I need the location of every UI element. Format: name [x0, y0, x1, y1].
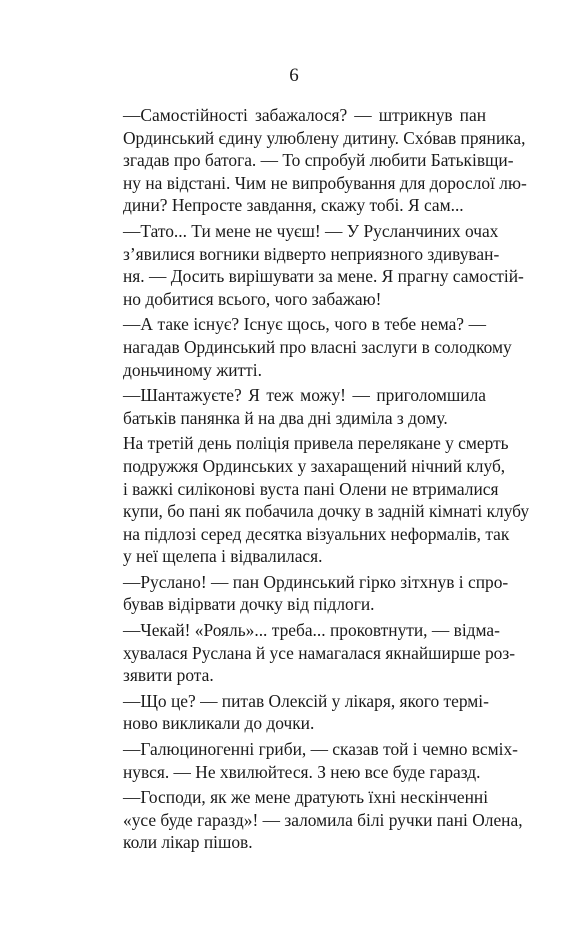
- text-line: нагадав Ординський про власні заслуги в солодкому: [123, 336, 512, 357]
- text-line: подружжя Ординських у захаращений нічний клуб,: [123, 455, 506, 476]
- text-line: у неї щелепа і відвалилася.: [123, 546, 323, 567]
- text-line: бував відірвати дочку від підлоги.: [123, 594, 375, 615]
- paragraph: [116, 313, 512, 381]
- body-text: [116, 104, 530, 857]
- text-line: —Руслано! — пан Ординський гірко зітхнув і спро-: [123, 571, 509, 592]
- text-line: хувалася Руслана й усе намагалася якнайширше роз-: [123, 642, 516, 663]
- text-line: —Тато... Ти мене не чуєш! — У Русланчиних очах: [123, 220, 499, 241]
- text-line: і важкі силіконові вуста пані Олени не втрималися: [123, 478, 499, 499]
- text-line: —А таке існує? Існує щось, чого в тебе нема? —: [123, 314, 486, 335]
- text-line: купи, бо пані як побачила дочку в задній кімнаті клубу: [123, 501, 530, 522]
- text-line: батьків панянка й на два дні здиміла з дому.: [123, 407, 448, 428]
- paragraph: [116, 690, 489, 735]
- text-line: —Господи, як же мене дратують їхні нескінченні: [123, 787, 489, 808]
- text-line: згадав про батога. — То спробуй любити Батьківщи-: [123, 150, 514, 171]
- paragraph: [116, 619, 516, 687]
- text-line: —Шантажуєте? Я теж можу! — приголомшила: [123, 385, 486, 406]
- text-line: —Що це? — питав Олексій у лікаря, якого термі-: [123, 690, 489, 711]
- paragraph: [116, 432, 530, 568]
- text-line: Ординський єдину улюблену дитину. Схóвав пряника,: [123, 127, 526, 148]
- paragraph: [116, 104, 527, 217]
- text-line: нувся. — Не хвилюйтеся. З нею все буде гаразд.: [123, 761, 481, 782]
- text-line: но добитися всього, чого забажаю!: [123, 288, 382, 309]
- paragraph: [116, 384, 486, 429]
- paragraph: [116, 738, 518, 783]
- text-line: на підлозі серед десятка візуальних неформалів, так: [123, 523, 510, 544]
- paragraph: [116, 220, 524, 310]
- text-line: коли лікар пішов.: [123, 832, 253, 853]
- text-line: ня. — Досить вирішувати за мене. Я прагну самостій-: [123, 266, 524, 287]
- text-line: ново викликали до дочки.: [123, 713, 315, 734]
- text-line: «усе буде гаразд»! — заломила білі ручки пані Олена,: [123, 809, 523, 830]
- text-line: На третій день поліція привела перелякане у смерть: [123, 433, 509, 454]
- text-line: —Чекай! «Рояль»... треба... проковтнути, — відма-: [123, 620, 500, 641]
- text-line: зявити рота.: [123, 665, 214, 686]
- text-line: з’явилися вогники відверто неприязного здивуван-: [123, 243, 500, 264]
- text-line: доньчиному житті.: [123, 359, 262, 380]
- paragraph: [116, 786, 523, 854]
- text-line: дини? Непросте завдання, скажу тобі. Я сам...: [123, 195, 464, 216]
- text-line: ну на відстані. Чим не випробування для дорослої лю-: [123, 172, 527, 193]
- page-number: 6: [289, 65, 299, 86]
- text-line: —Галюциногенні гриби, — сказав той і чемно всміх-: [123, 739, 518, 760]
- paragraph: [116, 571, 509, 616]
- text-line: —Самостійності забажалося? — штрикнув пан: [123, 105, 486, 125]
